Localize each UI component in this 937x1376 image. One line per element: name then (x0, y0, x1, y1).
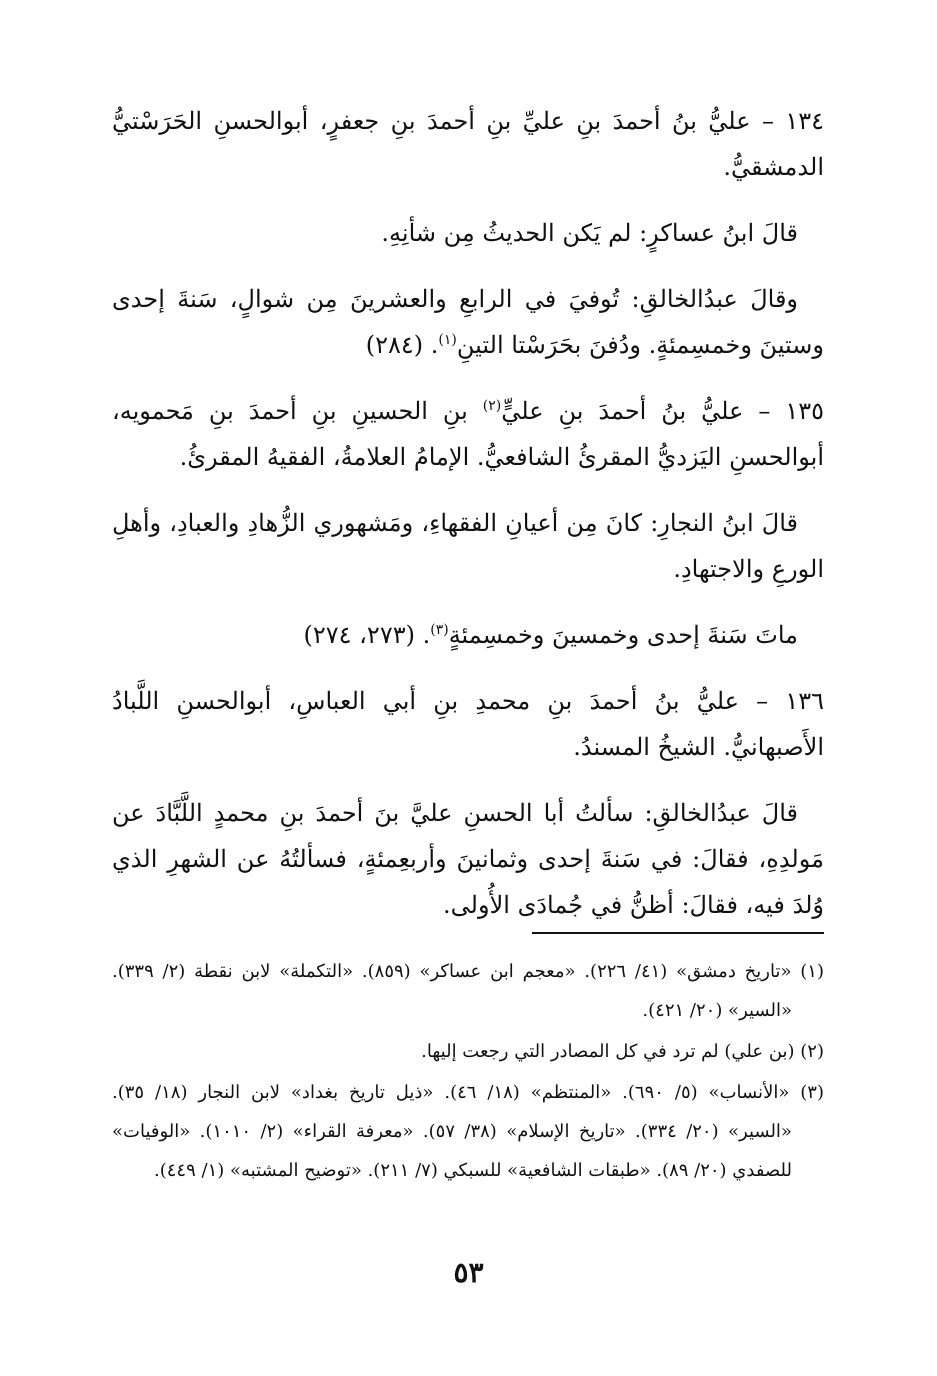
page-number: ٥٣ (453, 1256, 484, 1289)
footnote-2: (٢) (بن علي) لم ترد في كل المصادر التي رجعت إليها. (421, 1041, 824, 1062)
entry-136-paragraph-1: قالَ عبدُالخالقِ: سألتُ أبا الحسنِ عليَّ بنَ أحمدَ بنِ محمدٍ اللَّبَّادَ عن مَولدِهِ، فقالَ: في سَنةَ إحدى وثمانينَ وأربعِمئةٍ، فسألتُهُ عن الشهرِ الذي وُلدَ فيه، فقالَ: أظنُّ في جُمادَى الأُولى. (112, 799, 824, 919)
footnote-1: (١) «تاريخ دمشق» (٤١/ ٢٢٦). «معجم ابن عساكر» (٨٥٩). «التكملة» لابن نقطة (٢/ ٣٣٩). «السير» (٢٠/ ٤٢١). (112, 961, 824, 1021)
footnote-ref-2[interactable]: (٢) (482, 398, 502, 414)
footnotes (112, 952, 824, 1192)
entry-134-heading: ١٣٤ – عليُّ بنُ أحمدَ بنِ عليِّ بنِ أحمدَ بنِ جعفرٍ، أبوالحسنِ الحَرَسْتيُّ الدمشقيُّ. (112, 107, 824, 181)
entry-135-paragraph-2: ماتَ سَنةَ إحدى وخمسينَ وخمسِمئةٍ$^{(٣)}$. (٢٧٣، ٢٧٤) (303, 621, 798, 649)
footnote-ref-1[interactable]: (١) (438, 332, 457, 348)
footnote-divider (532, 932, 824, 934)
entry-134-paragraph-2: وقالَ عبدُالخالقِ: تُوفيَ في الرابعِ والعشرينَ مِن شوالٍ، سَنةَ إحدى وستينَ وخمسِمئةٍ. ودُفنَ بحَرَسْتا التينِ$^{(١)}$. (٢٨٤) (112, 285, 824, 359)
entry-135-heading: ١٣٥ – عليُّ بنُ أحمدَ بنِ عليٍّ$^{(٢)}$ بنِ الحسينِ بنِ أحمدَ بنِ مَحمويه، أبوالحسنِ اليَزديُّ المقرئُ الشافعيُّ. الإمامُ العلامةُ، الفقيهُ المقرئُ. (112, 397, 825, 471)
main-text (112, 98, 824, 948)
entry-135-paragraph-1: قالَ ابنُ النجارِ: كانَ مِن أعيانِ الفقهاءِ، ومَشهوري الزُّهادِ والعبادِ، وأهلِ الورعِ والاجتهادِ. (112, 509, 824, 583)
entry-136-heading: ١٣٦ – عليُّ بنُ أحمدَ بنِ محمدِ بنِ أبي العباسِ، أبوالحسنِ اللَّبادُ الأَصبهانيُّ. الشيخُ المسندُ. (112, 687, 824, 761)
footnote-ref-3[interactable]: (٣) (430, 622, 449, 638)
entry-134-paragraph-1: قالَ ابنُ عساكرٍ: لم يَكن الحديثُ مِن شأنِهِ. (381, 219, 798, 247)
footnote-3: (٣) «الأنساب» (٥/ ٦٩٠). «المنتظم» (١٨/ ٤٦). «ذيل تاريخ بغداد» لابن النجار (١٨/ ٣٥). «السير» (٢٠/ ٣٣٤). «تاريخ الإسلام» (٣٨/ ٥٧). «معرفة القراء» (٢/ ١٠١٠). «الوفيات» للصفدي (٢٠/ ٨٩). «طبقات الشافعية» للسبكي (٧/ ٢١١). «توضيح المشتبه» (١/ ٤٤٩). (112, 1082, 824, 1181)
